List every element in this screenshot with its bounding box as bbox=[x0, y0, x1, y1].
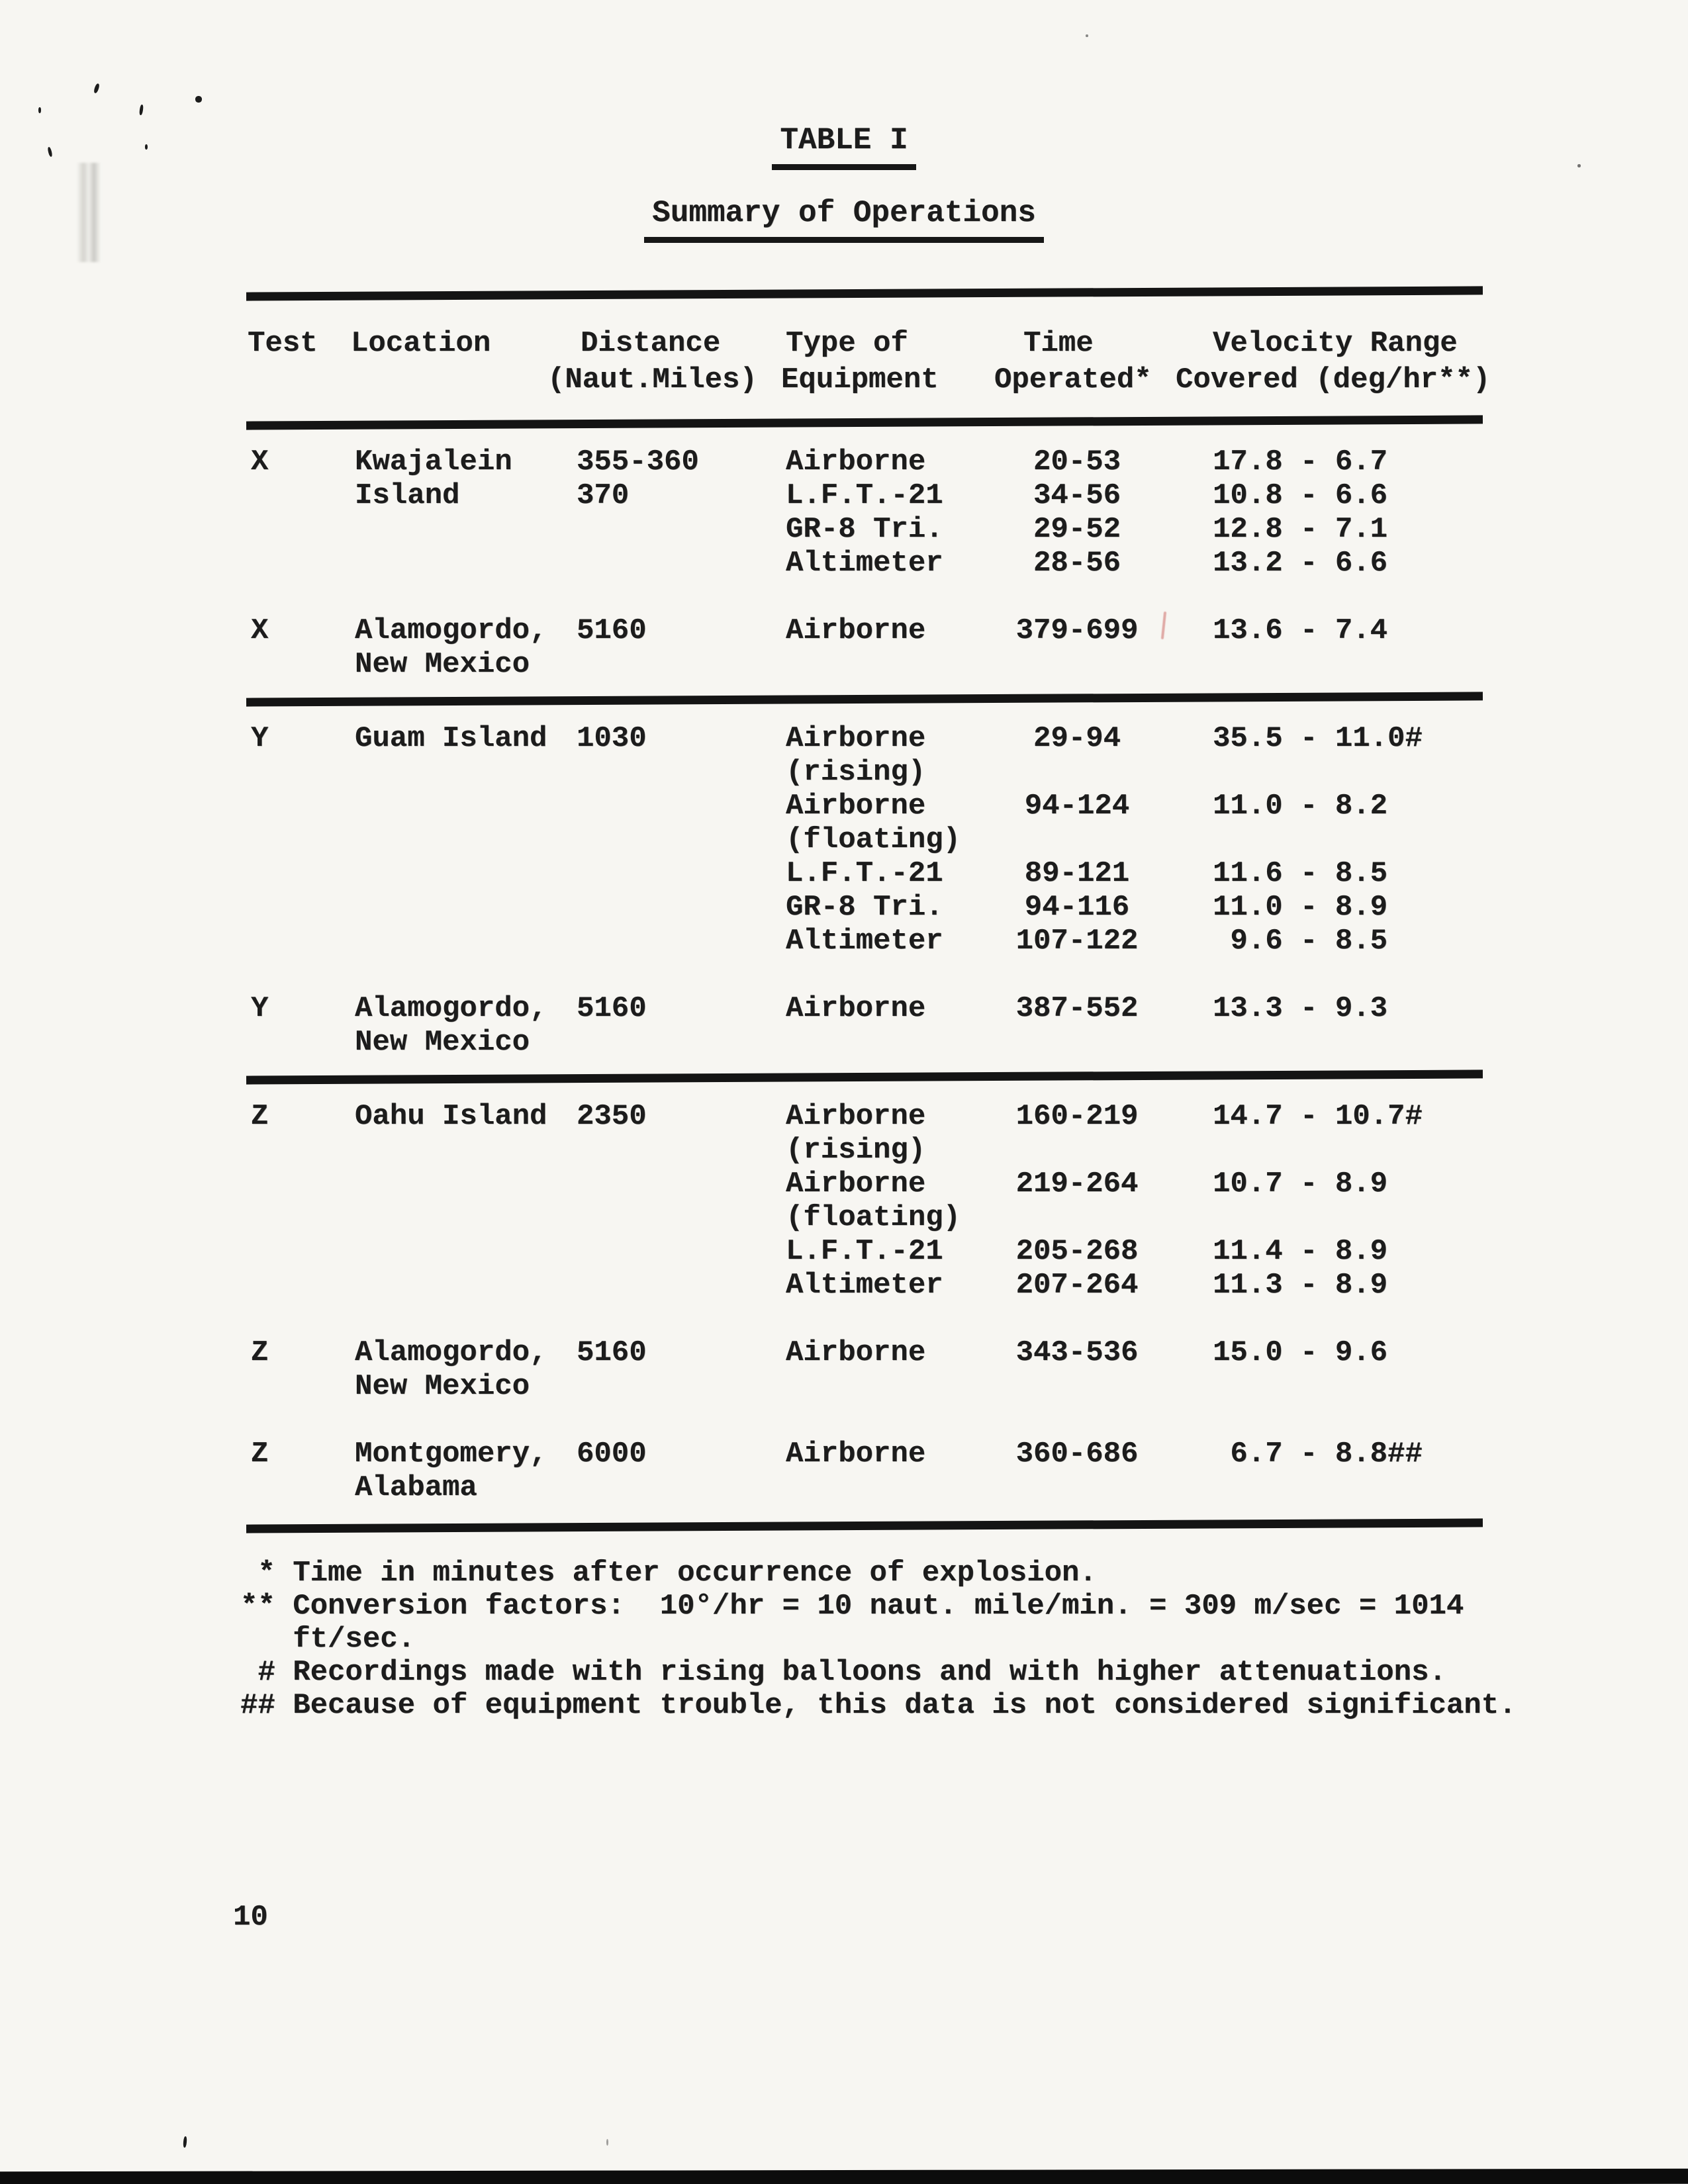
cell-velocity: 11.3 - 8.9 bbox=[1213, 1269, 1388, 1302]
scan-bottom-edge-bar bbox=[0, 2169, 1688, 2184]
cell-velocity: 13.3 - 9.3 bbox=[1213, 992, 1388, 1025]
cell-velocity: 17.8 - 6.7 bbox=[1213, 445, 1388, 478]
table-row bbox=[246, 823, 1483, 857]
table-row bbox=[246, 992, 1483, 1026]
cell-velocity: 35.5 - 11.0# bbox=[1213, 722, 1423, 755]
table-group-x bbox=[246, 445, 1483, 682]
cell-time: 94-116 bbox=[1024, 891, 1130, 924]
table-row bbox=[246, 513, 1483, 547]
cell-velocity: 11.6 - 8.5 bbox=[1213, 857, 1388, 890]
header-test: Test bbox=[248, 327, 318, 360]
table-row bbox=[246, 614, 1483, 648]
cell-time: 94-124 bbox=[1024, 790, 1130, 823]
cell-equipment: L.F.T.-21 bbox=[786, 857, 943, 890]
scan-speckle bbox=[139, 105, 144, 116]
cell-equipment: Airborne bbox=[786, 1167, 926, 1201]
table-group-y bbox=[246, 722, 1483, 1060]
cell-equipment: Airborne bbox=[786, 1437, 926, 1471]
cell-location: Alamogordo, bbox=[355, 992, 547, 1025]
header-distance-units: (Naut.Miles) bbox=[547, 363, 757, 396]
scan-speckle bbox=[38, 107, 41, 113]
cell-velocity: 13.6 - 7.4 bbox=[1213, 614, 1388, 647]
table-row bbox=[246, 1100, 1483, 1134]
footnote-conversion-cont: ft/sec. bbox=[240, 1623, 416, 1656]
scan-speckle bbox=[195, 96, 202, 103]
header-equipment-line2: Equipment bbox=[781, 363, 939, 396]
cell-location: Island bbox=[355, 479, 460, 512]
cell-location: New Mexico bbox=[355, 1370, 530, 1403]
cell-distance: 2350 bbox=[577, 1100, 647, 1133]
cell-velocity: 11.4 - 8.9 bbox=[1213, 1235, 1388, 1268]
cell-equipment: L.F.T.-21 bbox=[786, 479, 943, 512]
cell-location: Alabama bbox=[355, 1471, 477, 1504]
cell-location: Guam Island bbox=[355, 722, 547, 755]
table-row bbox=[246, 1336, 1483, 1370]
cell-equipment: (rising) bbox=[786, 756, 926, 789]
header-equipment: Type of bbox=[786, 327, 908, 360]
cell-time: 207-264 bbox=[1015, 1269, 1139, 1302]
header-time-line2: Operated* bbox=[994, 363, 1152, 396]
cell-time: 29-52 bbox=[1033, 513, 1121, 546]
table-row bbox=[246, 790, 1483, 823]
table-row bbox=[246, 1437, 1483, 1471]
cell-equipment: (floating) bbox=[786, 823, 961, 856]
scan-speckle bbox=[93, 83, 100, 93]
footnote-recordings: # Recordings made with rising balloons and with higher attenuations. bbox=[240, 1656, 1446, 1689]
footnote-time: * Time in minutes after occurrence of explosion. bbox=[240, 1557, 1097, 1590]
header-time: Time bbox=[1023, 327, 1094, 360]
cell-distance: 355-360 bbox=[577, 445, 699, 478]
cell-test: Y bbox=[251, 992, 269, 1025]
table-title bbox=[0, 123, 1688, 170]
cell-equipment: Airborne bbox=[786, 1336, 926, 1369]
cell-velocity: 10.8 - 6.6 bbox=[1213, 479, 1388, 512]
table-rule-group-y bbox=[246, 1069, 1483, 1084]
cell-time: 29-94 bbox=[1033, 722, 1121, 755]
cell-time: 360-686 bbox=[1015, 1437, 1139, 1471]
table-subtitle bbox=[0, 196, 1688, 243]
cell-distance: 5160 bbox=[577, 992, 647, 1025]
cell-location: Kwajalein bbox=[355, 445, 512, 478]
cell-equipment: Airborne bbox=[786, 790, 926, 823]
cell-time: 160-219 bbox=[1015, 1100, 1139, 1133]
table-rule-bottom bbox=[246, 1518, 1483, 1533]
header-distance: Distance bbox=[581, 327, 721, 360]
table-row bbox=[246, 547, 1483, 580]
table-row bbox=[246, 1471, 1483, 1505]
summary-table bbox=[246, 289, 1491, 1530]
footnote-conversion: ** Conversion factors: 10°/hr = 10 naut. mile/min. = 309 m/sec = 1014 bbox=[240, 1590, 1464, 1623]
cell-test: Y bbox=[251, 722, 269, 755]
footnote-equipment-trouble: ## Because of equipment trouble, this data is not considered significant. bbox=[240, 1689, 1517, 1722]
table-row bbox=[246, 857, 1483, 891]
cell-equipment: L.F.T.-21 bbox=[786, 1235, 943, 1268]
cell-time: 34-56 bbox=[1033, 479, 1121, 512]
table-subtitle-text: Summary of Operations bbox=[644, 196, 1044, 243]
cell-equipment: Airborne bbox=[786, 1100, 926, 1133]
cell-time: 219-264 bbox=[1015, 1167, 1139, 1201]
cell-equipment: (floating) bbox=[786, 1201, 961, 1234]
table-title-text: TABLE I bbox=[772, 123, 915, 170]
table-row bbox=[246, 891, 1483, 925]
table-row bbox=[246, 1134, 1483, 1167]
scan-speckle bbox=[606, 2139, 608, 2146]
table-row bbox=[246, 1269, 1483, 1302]
cell-location: Alamogordo, bbox=[355, 614, 547, 647]
header-velocity-line2: Covered (deg/hr**) bbox=[1176, 363, 1491, 396]
cell-velocity: 6.7 - 8.8## bbox=[1213, 1437, 1423, 1471]
cell-time: 28-56 bbox=[1033, 547, 1121, 580]
cell-time: 205-268 bbox=[1015, 1235, 1139, 1268]
cell-time: 89-121 bbox=[1024, 857, 1130, 890]
cell-location: New Mexico bbox=[355, 1026, 530, 1059]
cell-distance: 6000 bbox=[577, 1437, 647, 1471]
table-row bbox=[246, 1026, 1483, 1060]
cell-equipment: Airborne bbox=[786, 722, 926, 755]
cell-velocity: 10.7 - 8.9 bbox=[1213, 1167, 1388, 1201]
cell-velocity: 11.0 - 8.9 bbox=[1213, 891, 1388, 924]
cell-location: Alamogordo, bbox=[355, 1336, 547, 1369]
table-group-z bbox=[246, 1100, 1483, 1505]
cell-test: X bbox=[251, 445, 269, 478]
table-row bbox=[246, 445, 1483, 479]
cell-location: Oahu Island bbox=[355, 1100, 547, 1133]
table-row bbox=[246, 1235, 1483, 1269]
table-row bbox=[246, 756, 1483, 790]
header-velocity: Velocity Range bbox=[1213, 327, 1458, 360]
cell-equipment: (rising) bbox=[786, 1134, 926, 1167]
table-row bbox=[246, 925, 1483, 958]
page-number: 10 bbox=[233, 1901, 268, 1934]
cell-velocity: 14.7 - 10.7# bbox=[1213, 1100, 1423, 1133]
cell-time: 107-122 bbox=[1015, 925, 1139, 958]
cell-test: Z bbox=[251, 1100, 269, 1133]
cell-equipment: Airborne bbox=[786, 614, 926, 647]
cell-velocity: 12.8 - 7.1 bbox=[1213, 513, 1388, 546]
cell-test: Z bbox=[251, 1336, 269, 1369]
header-location: Location bbox=[351, 327, 491, 360]
scan-speckle bbox=[1086, 34, 1088, 37]
cell-time: 387-552 bbox=[1015, 992, 1139, 1025]
table-row bbox=[246, 648, 1483, 682]
table-rule-group-x bbox=[246, 692, 1483, 706]
table-row bbox=[246, 1370, 1483, 1404]
table-header bbox=[246, 298, 1491, 418]
cell-velocity: 13.2 - 6.6 bbox=[1213, 547, 1388, 580]
cell-time: 20-53 bbox=[1033, 445, 1121, 478]
cell-location: New Mexico bbox=[355, 648, 530, 681]
table-row bbox=[246, 1167, 1483, 1201]
cell-distance: 1030 bbox=[577, 722, 647, 755]
table-row bbox=[246, 479, 1483, 513]
cell-equipment: Altimeter bbox=[786, 547, 943, 580]
footnotes bbox=[240, 1557, 1517, 1722]
cell-velocity: 9.6 - 8.5 bbox=[1213, 925, 1388, 958]
cell-equipment: Altimeter bbox=[786, 1269, 943, 1302]
cell-equipment: Altimeter bbox=[786, 925, 943, 958]
cell-time: 343-536 bbox=[1015, 1336, 1139, 1369]
cell-equipment: Airborne bbox=[786, 445, 926, 478]
table-row bbox=[246, 722, 1483, 756]
scan-speckle bbox=[183, 2136, 187, 2148]
cell-velocity: 15.0 - 9.6 bbox=[1213, 1336, 1388, 1369]
cell-velocity: 11.0 - 8.2 bbox=[1213, 790, 1388, 823]
cell-test: Z bbox=[251, 1437, 269, 1471]
cell-equipment: GR-8 Tri. bbox=[786, 513, 943, 546]
cell-test: X bbox=[251, 614, 269, 647]
cell-distance: 370 bbox=[577, 479, 630, 512]
table-row bbox=[246, 1201, 1483, 1235]
cell-location: Montgomery, bbox=[355, 1437, 547, 1471]
cell-equipment: GR-8 Tri. bbox=[786, 891, 943, 924]
cell-distance: 5160 bbox=[577, 614, 647, 647]
cell-time: 379-699 bbox=[1015, 614, 1139, 647]
cell-equipment: Airborne bbox=[786, 992, 926, 1025]
cell-distance: 5160 bbox=[577, 1336, 647, 1369]
